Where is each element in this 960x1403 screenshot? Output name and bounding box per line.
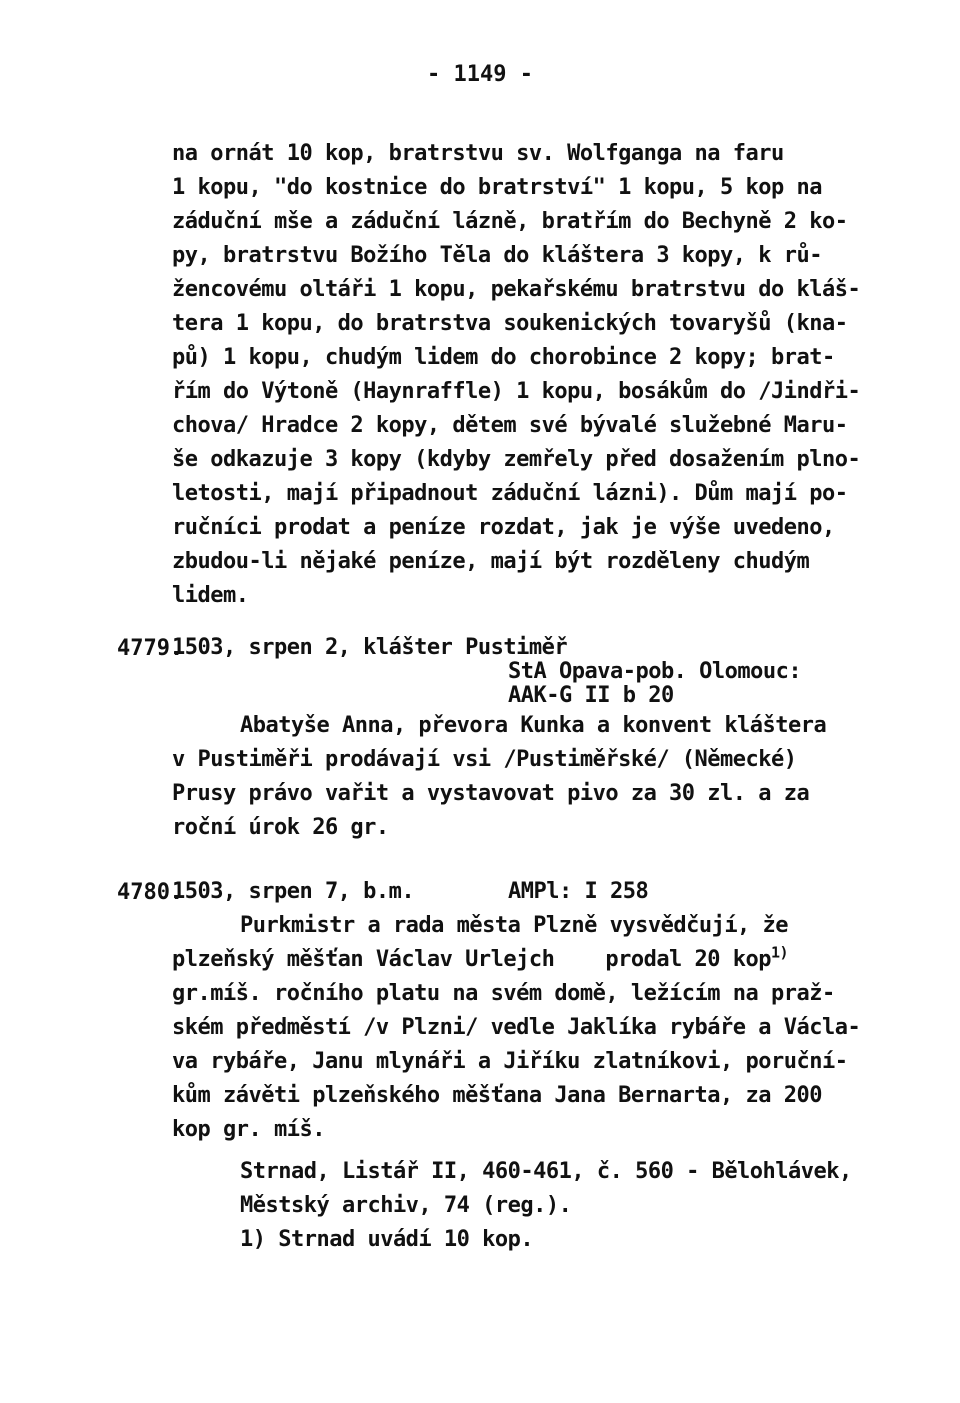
reference-line: Městský archiv, 74 (reg.). (240, 1193, 572, 1218)
text-line: pů) 1 kopu, chudým lidem do chorobince 2 kopy; brat- (172, 345, 835, 370)
text-line: na ornát 10 kop, bratrstvu sv. Wolfganga na faru (172, 141, 784, 166)
text-line: letosti, mají připadnout záduční lázni). Dům mají po- (172, 481, 848, 506)
text-line: še odkazuje 3 kopy (kdyby zemřely před dosažením plno- (172, 447, 861, 472)
text-line: kům závěti plzeňského měšťana Jana Bernarta, za 200 (172, 1083, 823, 1108)
text-line: v Pustiměři prodávají vsi /Pustiměřské/ (Německé) (172, 747, 797, 772)
text-line (172, 943, 789, 972)
text-line: 1 kopu, "do kostnice do bratrství" 1 kopu, 5 kop na (172, 175, 823, 200)
text-line: kop gr. míš. (172, 1117, 325, 1142)
text-line: zbudou-li nějaké peníze, mají být rozděleny chudým (172, 549, 810, 574)
source-line: AAK-G II b 20 (508, 683, 674, 708)
text-line: gr.míš. ročního platu na svém domě, ležícím na praž- (172, 981, 835, 1006)
text-line: chova/ Hradce 2 kopy, dětem své bývalé služebné Maru- (172, 413, 848, 438)
text-line: řím do Výtoně (Haynraffle) 1 kopu, bosákům do /Jindři- (172, 379, 861, 404)
footnote-mark: 1) (771, 943, 789, 962)
entry-heading: 1503, srpen 2, klášter Pustiměř (172, 635, 568, 660)
text-line: ském předměstí /v Plzni/ vedle Jaklíka rybáře a Václa- (172, 1015, 861, 1040)
text-line: Abatyše Anna, převora Kunka a konvent kláštera (240, 713, 827, 738)
footnote: 1) Strnad uvádí 10 kop. (240, 1227, 534, 1252)
source-line: StA Opava-pob. Olomouc: (508, 659, 802, 684)
page-number: - 1149 - (427, 62, 533, 87)
text-line: py, bratrstvu Božího Těla do kláštera 3 kopy, k rů- (172, 243, 823, 268)
text-line: Prusy právo vařit a vystavovat pivo za 30 zl. a za (172, 781, 810, 806)
text-line: tera 1 kopu, do bratrstva soukenických tovaryšů (kna- (172, 311, 848, 336)
text-line: lidem. (172, 583, 249, 608)
text-line: Purkmistr a rada města Plzně vysvědčují, že (240, 913, 789, 938)
source-line: AMPl: I 258 (508, 879, 649, 904)
entry-heading: 1503, srpen 7, b.m. (172, 879, 415, 904)
text-line: ručníci prodat a peníze rozdat, jak je výše uvedeno, (172, 515, 835, 540)
entry-number: 4780. (117, 880, 184, 905)
text-segment: plzeňský měšťan Václav Urlejch prodal 20 kop (172, 947, 772, 972)
reference-line: Strnad, Listář II, 460-461, č. 560 - Bělohlávek, (240, 1159, 852, 1184)
entry-number: 4779. (117, 636, 184, 661)
text-line: roční úrok 26 gr. (172, 815, 389, 840)
text-line: va rybáře, Janu mlynáři a Jiříku zlatníkovi, poruční- (172, 1049, 848, 1074)
text-line: žencovému oltáři 1 kopu, pekařskému bratrstvu do kláš- (172, 277, 861, 302)
text-line: záduční mše a záduční lázně, bratřím do Bechyně 2 ko- (172, 209, 848, 234)
